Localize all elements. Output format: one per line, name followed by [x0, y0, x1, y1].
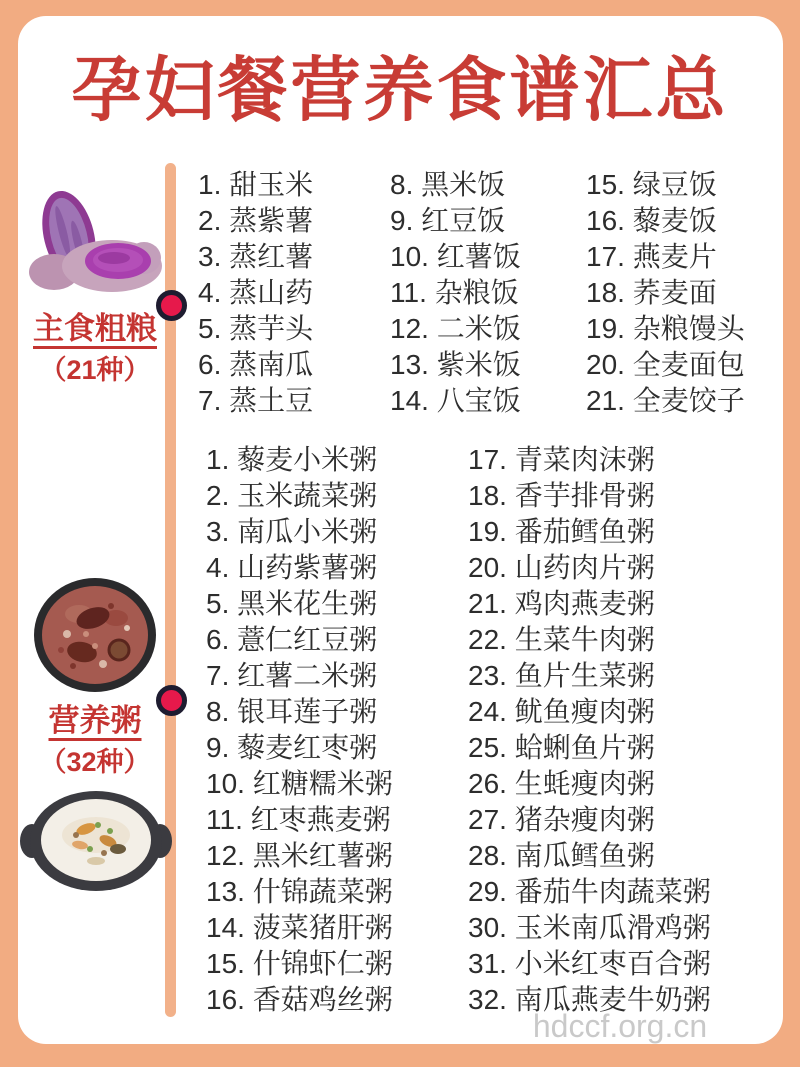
section-2-label: [12, 704, 178, 777]
section-2-title: 营养粥: [48, 703, 142, 738]
list-item: 3. 南瓜小米粥: [206, 516, 378, 547]
list-item: 31. 小米红枣百合粥: [468, 948, 711, 979]
nutrition-porridge-list: [206, 442, 711, 1018]
list-item: 17. 青菜肉沫粥: [468, 444, 655, 475]
list-item: 17. 燕麦片: [586, 241, 717, 272]
list-item: 5. 黑米花生粥: [206, 588, 378, 619]
list-item: 20. 全麦面包: [586, 349, 745, 380]
list-item: 11. 杂粮饭: [390, 277, 519, 308]
list-item: 8. 黑米饭: [390, 169, 506, 200]
list-item: 13. 什锦蔬菜粥: [206, 876, 393, 907]
list-item: 7. 红薯二米粥: [206, 660, 378, 691]
list-item: 8. 银耳莲子粥: [206, 696, 378, 727]
list-item: 25. 蛤蜊鱼片粥: [468, 732, 655, 763]
list-item: 14. 菠菜猪肝粥: [206, 912, 393, 943]
purple-sweet-potato-photo: [24, 188, 162, 294]
list-item: 14. 八宝饭: [390, 385, 521, 416]
page-title: 孕妇餐营养食谱汇总: [71, 51, 729, 129]
red-date-porridge-bowl-photo: [31, 576, 159, 694]
list-item: 16. 藜麦饭: [586, 205, 717, 236]
list-item: 21. 鸡肉燕麦粥: [468, 588, 655, 619]
list-item: 9. 藜麦红枣粥: [206, 732, 378, 763]
list-column: [586, 167, 745, 419]
list-item: 28. 南瓜鳕鱼粥: [468, 840, 655, 871]
list-item: 22. 生菜牛肉粥: [468, 624, 655, 655]
list-item: 6. 蒸南瓜: [198, 349, 314, 380]
list-item: 5. 蒸芋头: [198, 313, 314, 344]
staple-grains-list: [198, 167, 745, 419]
list-item: 1. 甜玉米: [198, 169, 314, 200]
list-item: 26. 生蚝瘦肉粥: [468, 768, 655, 799]
list-column: [390, 167, 586, 419]
list-item: 11. 红枣燕麦粥: [206, 804, 391, 835]
list-item: 16. 香菇鸡丝粥: [206, 984, 393, 1015]
list-item: 4. 山药紫薯粥: [206, 552, 378, 583]
list-item: 18. 香芋排骨粥: [468, 480, 655, 511]
list-column: [198, 167, 390, 419]
list-item: 20. 山药肉片粥: [468, 552, 655, 583]
list-item: 15. 绿豆饭: [586, 169, 717, 200]
list-item: 10. 红糖糯米粥: [206, 768, 393, 799]
list-item: 32. 南瓜燕麦牛奶粥: [468, 984, 711, 1015]
list-item: 19. 番茄鳕鱼粥: [468, 516, 655, 547]
watermark-text: hdccf.org.cn: [532, 1008, 708, 1044]
list-item: 6. 薏仁红豆粥: [206, 624, 378, 655]
list-item: 2. 蒸紫薯: [198, 205, 314, 236]
white-porridge-claypot-photo: [20, 789, 172, 893]
list-item: 10. 红薯饭: [390, 241, 521, 272]
list-item: 27. 猪杂瘦肉粥: [468, 804, 655, 835]
list-item: 23. 鱼片生菜粥: [468, 660, 655, 691]
list-item: 30. 玉米南瓜滑鸡粥: [468, 912, 711, 943]
list-item: 1. 藜麦小米粥: [206, 444, 378, 475]
section-2-count: （32种）: [39, 747, 151, 777]
list-item: 9. 红豆饭: [390, 205, 506, 236]
list-column: [206, 442, 468, 1018]
section-1-title: 主食粗粮: [33, 311, 157, 346]
list-item: 21. 全麦饺子: [586, 385, 745, 416]
list-item: 13. 紫米饭: [390, 349, 521, 380]
section-1-label: [12, 312, 178, 385]
list-item: 15. 什锦虾仁粥: [206, 948, 393, 979]
list-item: 4. 蒸山药: [198, 277, 314, 308]
list-column: [468, 442, 711, 1018]
list-item: 19. 杂粮馒头: [586, 313, 745, 344]
list-item: 12. 二米饭: [390, 313, 521, 344]
list-item: 7. 蒸土豆: [198, 385, 314, 416]
list-item: 24. 鱿鱼瘦肉粥: [468, 696, 655, 727]
list-item: 29. 番茄牛肉蔬菜粥: [468, 876, 711, 907]
list-item: 2. 玉米蔬菜粥: [206, 480, 378, 511]
section-1-count: （21种）: [39, 355, 151, 385]
list-item: 18. 荞麦面: [586, 277, 717, 308]
list-item: 12. 黑米红薯粥: [206, 840, 393, 871]
list-item: 3. 蒸红薯: [198, 241, 314, 272]
